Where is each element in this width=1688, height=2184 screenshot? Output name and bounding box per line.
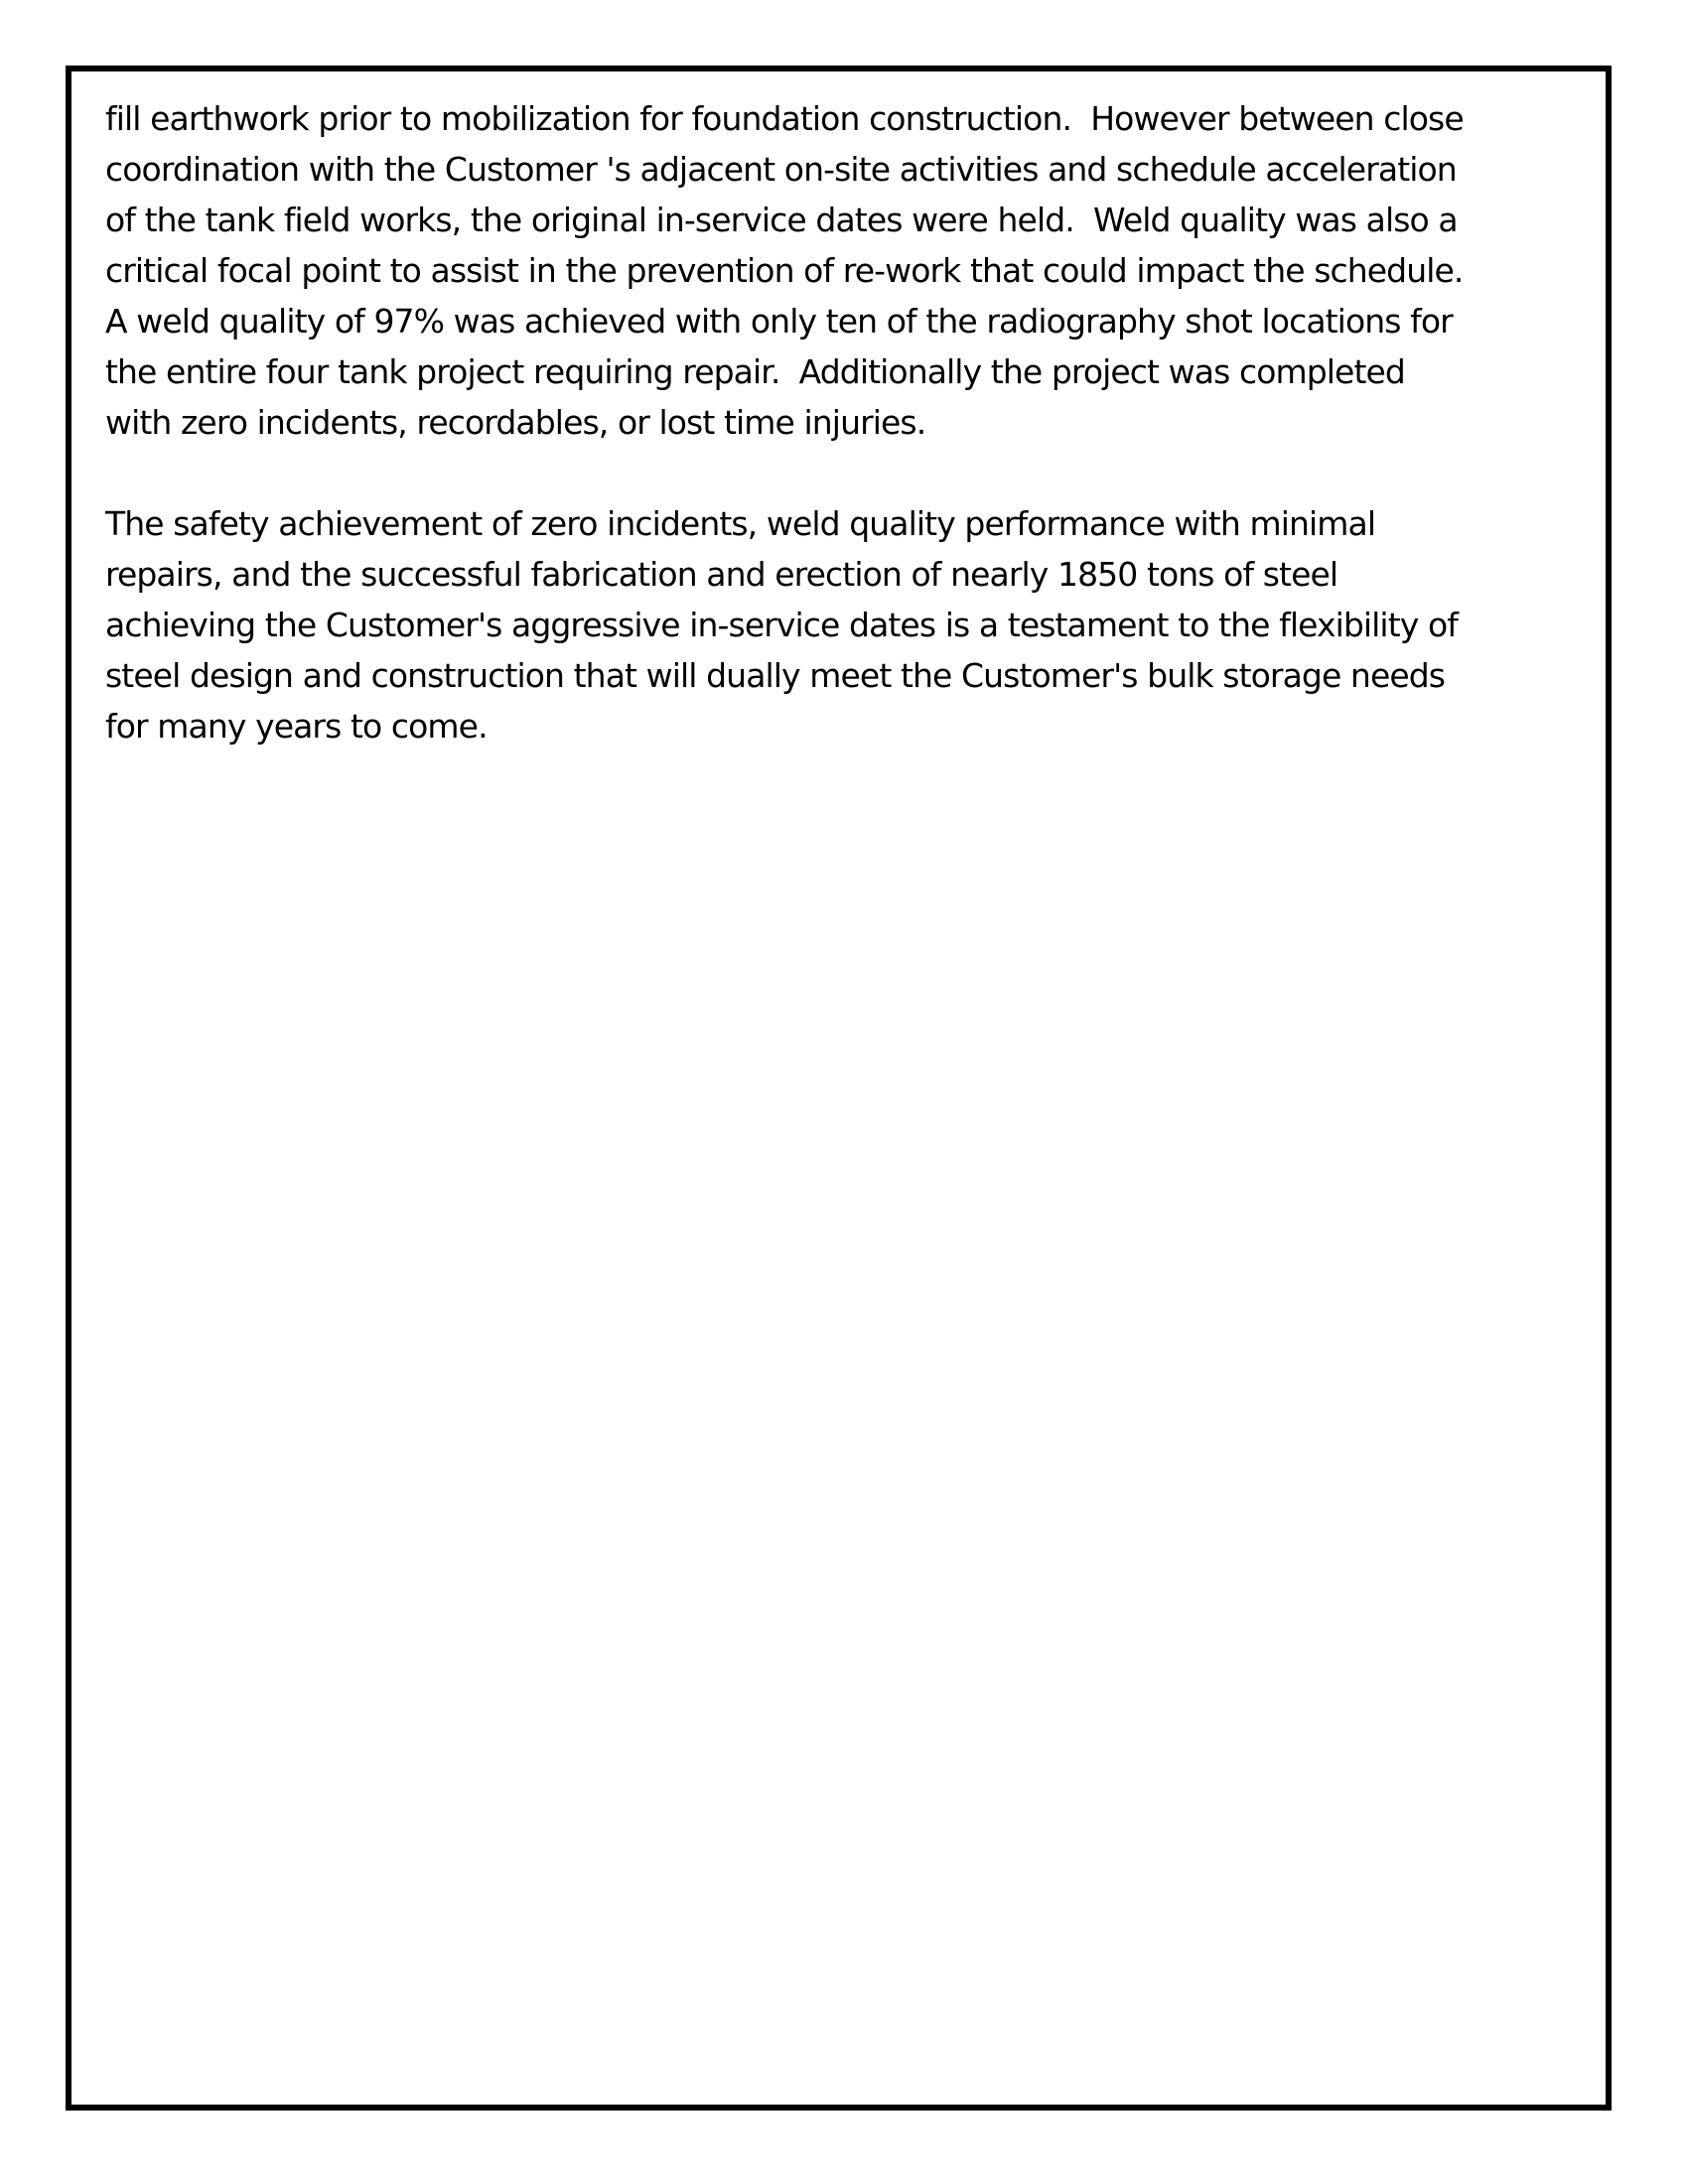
text-line: for many years to come.	[105, 707, 488, 746]
text-line: the entire four tank project requiring repair. Additionally the project was completed	[105, 352, 1405, 391]
text-line: fill earthwork prior to mobilization for foundation construction. However between close	[105, 99, 1464, 138]
text-line: The safety achievement of zero incidents, weld quality performance with minimal	[105, 504, 1376, 543]
text-line: repairs, and the successful fabrication and erection of nearly 1850 tons of steel	[105, 555, 1338, 594]
text-line: of the tank field works, the original in-service dates were held. Weld quality was also a	[105, 201, 1458, 239]
text-line: A weld quality of 97% was achieved with only ten of the radiography shot locations for	[105, 302, 1453, 341]
document-body	[105, 93, 1585, 751]
page-border	[66, 66, 1612, 2111]
paragraph-spacer	[105, 448, 1585, 498]
text-line: steel design and construction that will dually meet the Customer's bulk storage needs	[105, 656, 1446, 695]
paragraph-1	[105, 93, 1585, 448]
text-line: achieving the Customer's aggressive in-service dates is a testament to the flexibility of	[105, 606, 1458, 644]
text-line: critical focal point to assist in the prevention of re-work that could impact the schedule.	[105, 251, 1464, 290]
paragraph-2	[105, 498, 1585, 751]
text-line: with zero incidents, recordables, or lost time injuries.	[105, 403, 926, 442]
text-line: coordination with the Customer 's adjacent on-site activities and schedule acceleration	[105, 150, 1457, 189]
